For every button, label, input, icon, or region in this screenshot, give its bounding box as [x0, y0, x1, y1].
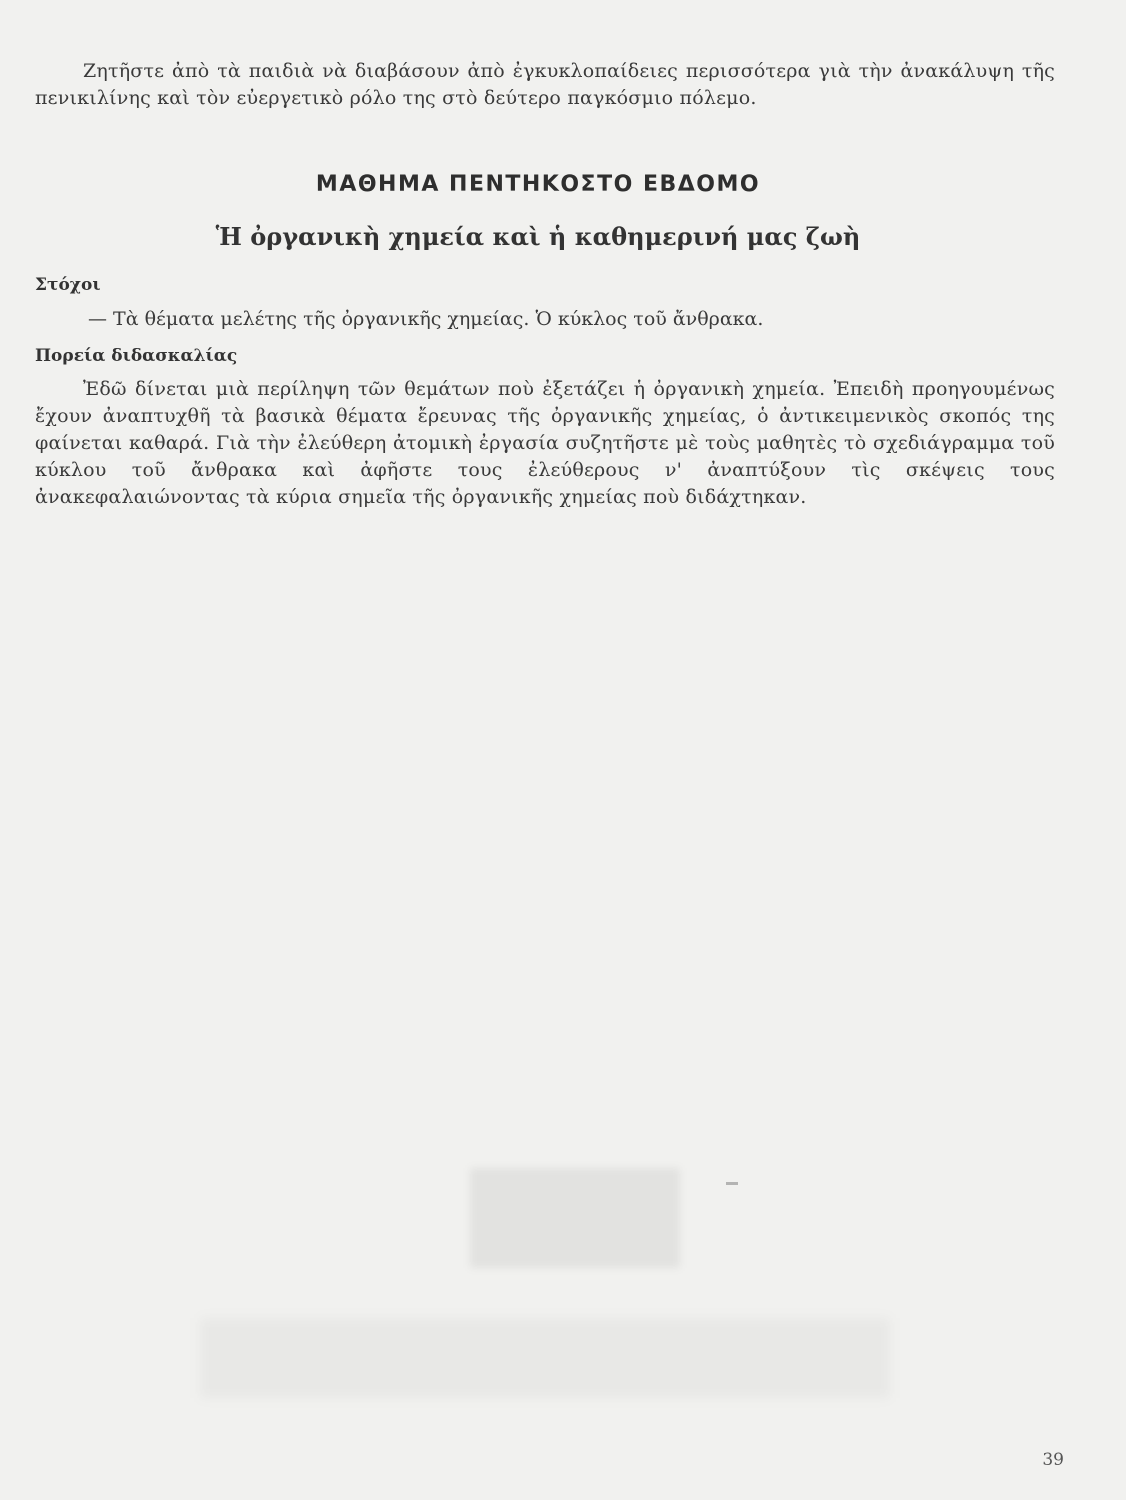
page-number: 39: [1042, 1450, 1064, 1470]
process-label: Πορεία διδασκαλίας: [35, 346, 238, 366]
process-paragraph: [35, 376, 1055, 511]
goals-line: — Τὰ θέματα μελέτης τῆς ὀργανικῆς χημείας. Ὁ κύκλος τοῦ ἄνθρακα.: [88, 308, 764, 330]
intro-text: Ζητῆστε ἀπὸ τὰ παιδιὰ νὰ διαβάσουν ἀπὸ ἐγκυκλοπαίδειες περισσότερα γιὰ τὴν ἀνακάλυψη τῆς πενικιλίνης καὶ τὸν εὐεργετικὸ ρόλο της στὸ δεύτερο παγκόσμιο πόλεμο.: [35, 60, 1055, 109]
ink-speck: [726, 1182, 738, 1185]
bleed-through-mark: [470, 1168, 680, 1268]
process-text: Ἐδῶ δίνεται μιὰ περίληψη τῶν θεμάτων ποὺ ἐξετάζει ἡ ὀργανικὴ χημεία. Ἐπειδὴ προηγουμένως ἔχουν ἀναπτυχθῆ τὰ βασικὰ θέματα ἔρευνας τῆς ὀργανικῆς χημείας, ὁ ἀντικειμενικὸς σκοπός της φαίνεται καθαρά. Γιὰ τὴν ἐλεύθερη ἀτομικὴ ἐργασία συζητῆστε μὲ τοὺς μαθητὲς τὸ σχεδιάγραμμα τοῦ κύκλου τοῦ ἄνθρακα καὶ ἀφῆστε τους ἐλεύθερους ν' ἀναπτύξουν τὶς σκέψεις τους ἀνακεφαλαιώνοντας τὰ κύρια σημεῖα τῆς ὀργανικῆς χημείας ποὺ διδάχτηκαν.: [35, 378, 1055, 508]
lesson-title: Ἡ ὀργανικὴ χημεία καὶ ἡ καθημερινή μας ζωὴ: [215, 222, 861, 251]
goals-label: Στόχοι: [35, 275, 101, 295]
bleed-through-mark: [200, 1318, 890, 1398]
intro-paragraph: [35, 58, 1055, 112]
lesson-heading: ΜΑΘΗΜΑ ΠΕΝΤΗΚΟΣΤΟ ΕΒΔΟΜΟ: [315, 172, 761, 197]
